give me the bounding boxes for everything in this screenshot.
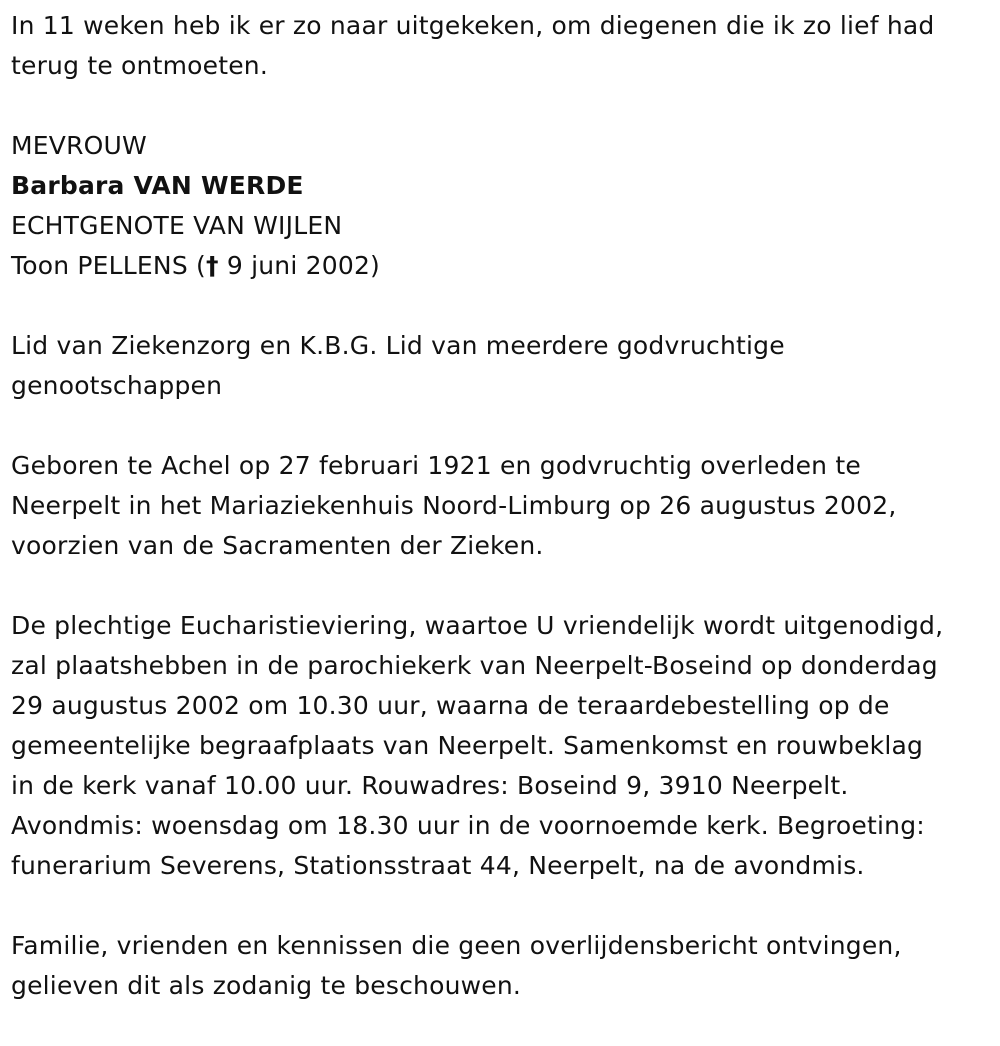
intro-line: In 11 weken heb ik er zo naar uitgekeken, om diegenen die ik zo lief had (11, 11, 935, 40)
ceremony-line: in de kerk vanaf 10.00 uur. Rouwadres: Boseind 9, 3910 Neerpelt. (11, 771, 849, 800)
obituary-document (11, 6, 991, 1006)
title-mevrouw: MEVROUW (11, 131, 147, 160)
closing-line: Familie, vrienden en kennissen die geen overlijdensbericht ontvingen, (11, 931, 902, 960)
memberships-paragraph (11, 326, 991, 406)
ceremony-line: Avondmis: woensdag om 18.30 uur in de voornoemde kerk. Begroeting: (11, 811, 925, 840)
birth-death-line: Geboren te Achel op 27 februari 1921 en godvruchtig overleden te (11, 451, 861, 480)
paragraph-spacer (11, 86, 991, 126)
cross-icon: † (206, 251, 219, 280)
spouse-name: Toon PELLENS ( (11, 251, 206, 280)
paragraph-spacer (11, 566, 991, 606)
birth-death-line: Neerpelt in het Mariaziekenhuis Noord-Limburg op 26 augustus 2002, (11, 491, 897, 520)
deceased-header (11, 126, 991, 286)
ceremony-line: 29 augustus 2002 om 10.30 uur, waarna de teraardebestelling op de (11, 691, 890, 720)
paragraph-spacer (11, 406, 991, 446)
birth-death-line: voorzien van de Sacramenten der Zieken. (11, 531, 544, 560)
memberships-line: genootschappen (11, 371, 223, 400)
deceased-name: Barbara VAN WERDE (11, 171, 304, 200)
relation-label: ECHTGENOTE VAN WIJLEN (11, 211, 343, 240)
intro-paragraph (11, 6, 991, 86)
spouse-line (11, 246, 991, 286)
ceremony-line: De plechtige Eucharistieviering, waartoe U vriendelijk wordt uitgenodigd, (11, 611, 944, 640)
intro-line: terug te ontmoeten. (11, 51, 268, 80)
birth-death-paragraph (11, 446, 991, 566)
ceremony-line: gemeentelijke begraafplaats van Neerpelt. Samenkomst en rouwbeklag (11, 731, 924, 760)
spouse-death-date: 9 juni 2002) (218, 251, 381, 280)
memberships-line: Lid van Ziekenzorg en K.B.G. Lid van meerdere godvruchtige (11, 331, 785, 360)
ceremony-line: zal plaatshebben in de parochiekerk van Neerpelt-Boseind op donderdag (11, 651, 938, 680)
ceremony-line: funerarium Severens, Stationsstraat 44, Neerpelt, na de avondmis. (11, 851, 865, 880)
closing-paragraph (11, 926, 991, 1006)
ceremony-paragraph (11, 606, 991, 886)
paragraph-spacer (11, 286, 991, 326)
paragraph-spacer (11, 886, 991, 926)
closing-line: gelieven dit als zodanig te beschouwen. (11, 971, 522, 1000)
